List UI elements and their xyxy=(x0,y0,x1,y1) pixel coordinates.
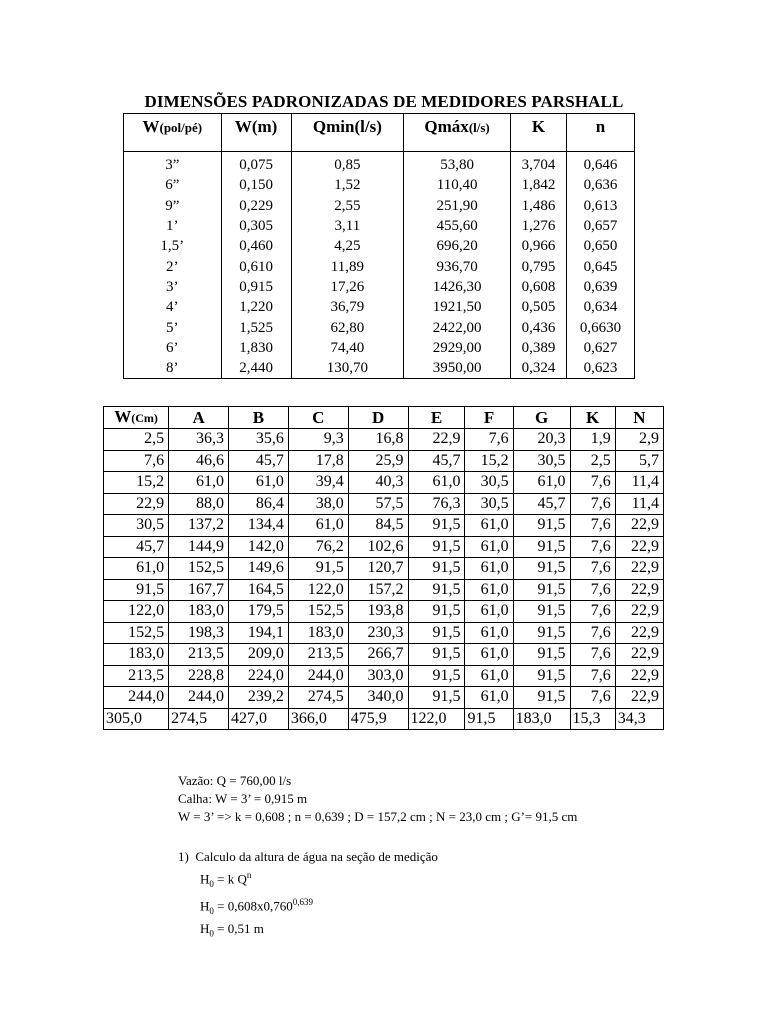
table-cell: 142,0 xyxy=(229,536,289,558)
table-cell: 230,3 xyxy=(348,622,408,644)
table-row xyxy=(104,450,664,472)
table-cell: 61,0 xyxy=(465,601,513,623)
table-cell: 1,525 xyxy=(221,317,291,337)
table-cell: 6” xyxy=(124,175,222,195)
table-cell: 45,7 xyxy=(513,493,570,515)
table-cell: 2,5 xyxy=(570,450,615,472)
table-cell: 266,7 xyxy=(348,644,408,666)
table-cell: 91,5 xyxy=(288,558,348,580)
table-cell: 61,0 xyxy=(465,536,513,558)
table-cell: 1,830 xyxy=(221,338,291,358)
table-cell: 30,5 xyxy=(104,515,169,537)
table-cell: 61,0 xyxy=(465,558,513,580)
table-cell: 5,7 xyxy=(615,450,663,472)
table1-header-row xyxy=(124,114,635,152)
table-cell: 7,6 xyxy=(465,429,513,451)
table2-header-1: A xyxy=(169,407,229,429)
table-cell: 91,5 xyxy=(513,579,570,601)
table-cell: 91,5 xyxy=(408,665,465,687)
parameters-text: W = 3’ => k = 0,608 ; n = 0,639 ; D = 157,2 cm ; N = 23,0 cm ; G’= 91,5 cm xyxy=(178,809,578,824)
table-row xyxy=(124,196,635,216)
table-cell: 61,0 xyxy=(169,472,229,494)
table-cell: 0,460 xyxy=(221,236,291,256)
table-cell: 0,613 xyxy=(566,196,634,216)
table-cell: 213,5 xyxy=(169,644,229,666)
table-cell: 22,9 xyxy=(615,558,663,580)
table-cell: 0,623 xyxy=(566,358,634,379)
table-cell: 0,436 xyxy=(511,317,567,337)
table-cell: 0,610 xyxy=(221,256,291,276)
table-cell: 91,5 xyxy=(408,601,465,623)
table-cell: 152,5 xyxy=(288,601,348,623)
table-row xyxy=(104,429,664,451)
table-cell: 17,26 xyxy=(291,277,404,297)
table2-header-5: E xyxy=(408,407,465,429)
table-cell: 7,6 xyxy=(570,644,615,666)
table-cell: 30,5 xyxy=(513,450,570,472)
table-cell: 4,25 xyxy=(291,236,404,256)
table-cell: 76,3 xyxy=(408,493,465,515)
table-cell: 167,7 xyxy=(169,579,229,601)
formula-line-2: $H_0 = 0,608x0,760^{0,639}$ xyxy=(200,896,313,916)
table-cell: 3,11 xyxy=(291,216,404,236)
table-cell: 30,5 xyxy=(465,472,513,494)
table-cell: 340,0 xyxy=(348,687,408,709)
table-cell: 3,704 xyxy=(511,152,567,176)
table-cell: 244,0 xyxy=(169,687,229,709)
table-cell: 57,5 xyxy=(348,493,408,515)
table-row xyxy=(104,708,664,730)
table1-header-2: Qmin(l/s) xyxy=(291,114,404,152)
table-cell: 61,0 xyxy=(104,558,169,580)
table-row xyxy=(104,579,664,601)
table-cell: 7,6 xyxy=(570,665,615,687)
table-cell: 22,9 xyxy=(615,665,663,687)
table-row xyxy=(104,644,664,666)
table-cell: 122,0 xyxy=(288,579,348,601)
table-cell: 11,4 xyxy=(615,493,663,515)
table-row xyxy=(104,687,664,709)
table-cell: 1,52 xyxy=(291,175,404,195)
table-cell: 194,1 xyxy=(229,622,289,644)
table-cell: 144,9 xyxy=(169,536,229,558)
table-cell: 22,9 xyxy=(104,493,169,515)
table-cell: 0,608 xyxy=(511,277,567,297)
table-cell: 152,5 xyxy=(104,622,169,644)
table-cell: 1’ xyxy=(124,216,222,236)
table-cell: 2422,00 xyxy=(404,317,511,337)
table-cell: 22,9 xyxy=(615,601,663,623)
table-cell: 22,9 xyxy=(615,687,663,709)
calculation-notes xyxy=(178,772,577,826)
table-cell: 0,627 xyxy=(566,338,634,358)
table-row xyxy=(124,236,635,256)
table-cell: 45,7 xyxy=(104,536,169,558)
table-cell: 22,9 xyxy=(615,622,663,644)
table-cell: 0,389 xyxy=(511,338,567,358)
table-cell: 475,9 xyxy=(348,708,408,730)
table-cell: 15,2 xyxy=(465,450,513,472)
table-cell: 183,0 xyxy=(104,644,169,666)
table-row xyxy=(104,536,664,558)
table-cell: 157,2 xyxy=(348,579,408,601)
table-cell: 0,795 xyxy=(511,256,567,276)
table-cell: 152,5 xyxy=(169,558,229,580)
table-cell: 137,2 xyxy=(169,515,229,537)
table-cell: 61,0 xyxy=(465,665,513,687)
table-cell: 74,40 xyxy=(291,338,404,358)
table-cell: 366,0 xyxy=(288,708,348,730)
table-row xyxy=(124,317,635,337)
table1-header-3: Qmáx(l/s) xyxy=(404,114,511,152)
table-cell: 179,5 xyxy=(229,601,289,623)
table-cell: 244,0 xyxy=(104,687,169,709)
table-cell: 4’ xyxy=(124,297,222,317)
table-cell: 0,305 xyxy=(221,216,291,236)
table2-header-row xyxy=(104,407,664,429)
table-cell: 45,7 xyxy=(229,450,289,472)
table-cell: 91,5 xyxy=(104,579,169,601)
table-cell: 22,9 xyxy=(615,536,663,558)
table-cell: 228,8 xyxy=(169,665,229,687)
table-cell: 7,6 xyxy=(570,687,615,709)
table2-header-2: B xyxy=(229,407,289,429)
table-cell: 36,79 xyxy=(291,297,404,317)
table-cell: 1,220 xyxy=(221,297,291,317)
table-cell: 0,6630 xyxy=(566,317,634,337)
table-cell: 3” xyxy=(124,152,222,176)
table-cell: 274,5 xyxy=(169,708,229,730)
table-cell: 0,657 xyxy=(566,216,634,236)
table-cell: 0,650 xyxy=(566,236,634,256)
table-cell: 91,5 xyxy=(408,515,465,537)
table2-header-6: F xyxy=(465,407,513,429)
table-cell: 35,6 xyxy=(229,429,289,451)
table-cell: 1,5’ xyxy=(124,236,222,256)
step-1-heading: 1) Calculo da altura de água na seção de medição xyxy=(178,849,438,864)
table-cell: 134,4 xyxy=(229,515,289,537)
table-cell: 224,0 xyxy=(229,665,289,687)
table-cell: 1921,50 xyxy=(404,297,511,317)
table-cell: 936,70 xyxy=(404,256,511,276)
table-cell: 2,5 xyxy=(104,429,169,451)
table2-header-3: C xyxy=(288,407,348,429)
table-cell: 0,645 xyxy=(566,256,634,276)
table-cell: 8’ xyxy=(124,358,222,379)
table-cell: 91,5 xyxy=(513,536,570,558)
table-cell: 0,636 xyxy=(566,175,634,195)
table-cell: 0,075 xyxy=(221,152,291,176)
table-cell: 38,0 xyxy=(288,493,348,515)
table-row xyxy=(104,558,664,580)
table-row xyxy=(124,338,635,358)
table-cell: 91,5 xyxy=(408,579,465,601)
table-cell: 209,0 xyxy=(229,644,289,666)
table-cell: 34,3 xyxy=(615,708,663,730)
table-cell: 0,646 xyxy=(566,152,634,176)
table-row xyxy=(124,256,635,276)
table-cell: 1,276 xyxy=(511,216,567,236)
table-cell: 61,0 xyxy=(229,472,289,494)
table-row xyxy=(104,601,664,623)
table-cell: 91,5 xyxy=(513,558,570,580)
table-cell: 6’ xyxy=(124,338,222,358)
table-cell: 7,6 xyxy=(570,493,615,515)
table-cell: 88,0 xyxy=(169,493,229,515)
table-row xyxy=(124,216,635,236)
table-cell: 36,3 xyxy=(169,429,229,451)
table-cell: 455,60 xyxy=(404,216,511,236)
table2-header-8: K xyxy=(570,407,615,429)
table-cell: 164,5 xyxy=(229,579,289,601)
table-cell: 61,0 xyxy=(465,579,513,601)
table-cell: 30,5 xyxy=(465,493,513,515)
table-cell: 7,6 xyxy=(570,622,615,644)
table-cell: 61,0 xyxy=(288,515,348,537)
table-cell: 183,0 xyxy=(288,622,348,644)
table-cell: 122,0 xyxy=(408,708,465,730)
table-cell: 53,80 xyxy=(404,152,511,176)
table2-header-4: D xyxy=(348,407,408,429)
table-cell: 15,2 xyxy=(104,472,169,494)
table-row xyxy=(124,297,635,317)
table-cell: 5’ xyxy=(124,317,222,337)
table-cell: 91,5 xyxy=(408,558,465,580)
table-cell: 91,5 xyxy=(408,536,465,558)
table-cell: 20,3 xyxy=(513,429,570,451)
table-cell: 7,6 xyxy=(570,558,615,580)
table-cell: 1426,30 xyxy=(404,277,511,297)
table-cell: 244,0 xyxy=(288,665,348,687)
parshall-flow-table xyxy=(123,113,635,379)
table-cell: 62,80 xyxy=(291,317,404,337)
table-cell: 25,9 xyxy=(348,450,408,472)
table-cell: 7,6 xyxy=(570,515,615,537)
table-cell: 61,0 xyxy=(465,622,513,644)
table-row xyxy=(124,152,635,176)
table-cell: 91,5 xyxy=(408,644,465,666)
table-cell: 61,0 xyxy=(465,644,513,666)
table-cell: 61,0 xyxy=(465,515,513,537)
table-cell: 91,5 xyxy=(513,665,570,687)
table-cell: 15,3 xyxy=(570,708,615,730)
table-cell: 696,20 xyxy=(404,236,511,256)
table-cell: 183,0 xyxy=(513,708,570,730)
table-cell: 2929,00 xyxy=(404,338,511,358)
table-row xyxy=(104,665,664,687)
table-cell: 7,6 xyxy=(104,450,169,472)
table1-header-0: W(pol/pé) xyxy=(124,114,222,152)
step-1 xyxy=(178,848,438,942)
table-cell: 22,9 xyxy=(615,644,663,666)
table-cell: 46,6 xyxy=(169,450,229,472)
table-cell: 91,5 xyxy=(408,622,465,644)
table-cell: 0,85 xyxy=(291,152,404,176)
table-cell: 91,5 xyxy=(513,687,570,709)
table-cell: 0,966 xyxy=(511,236,567,256)
table-cell: 91,5 xyxy=(465,708,513,730)
table-cell: 102,6 xyxy=(348,536,408,558)
table-row xyxy=(104,472,664,494)
table-cell: 0,915 xyxy=(221,277,291,297)
table-cell: 11,4 xyxy=(615,472,663,494)
table-cell: 0,229 xyxy=(221,196,291,216)
table-cell: 427,0 xyxy=(229,708,289,730)
table-row xyxy=(124,358,635,379)
parshall-dimensions-table xyxy=(103,406,664,730)
table-cell: 16,8 xyxy=(348,429,408,451)
table1-header-4: K xyxy=(511,114,567,152)
table-cell: 91,5 xyxy=(408,687,465,709)
table-cell: 7,6 xyxy=(570,472,615,494)
table-cell: 22,9 xyxy=(615,579,663,601)
table-cell: 61,0 xyxy=(408,472,465,494)
flow-rate-text: Vazão: Q = 760,00 l/s xyxy=(178,773,292,788)
table-cell: 39,4 xyxy=(288,472,348,494)
table1-header-1: W(m) xyxy=(221,114,291,152)
table-cell: 86,4 xyxy=(229,493,289,515)
flume-width-text: Calha: W = 3’ = 0,915 m xyxy=(178,791,308,806)
table-cell: 213,5 xyxy=(288,644,348,666)
table2-header-0: W(Cm) xyxy=(104,407,169,429)
table-cell: 110,40 xyxy=(404,175,511,195)
table-row xyxy=(124,175,635,195)
table-cell: 0,634 xyxy=(566,297,634,317)
table-row xyxy=(104,515,664,537)
table-cell: 45,7 xyxy=(408,450,465,472)
table-cell: 91,5 xyxy=(513,622,570,644)
table-cell: 91,5 xyxy=(513,601,570,623)
table-cell: 120,7 xyxy=(348,558,408,580)
table-cell: 40,3 xyxy=(348,472,408,494)
document-title: DIMENSÕES PADRONIZADAS DE MEDIDORES PARSHALL xyxy=(144,92,624,111)
table-cell: 61,0 xyxy=(465,687,513,709)
table-cell: 7,6 xyxy=(570,536,615,558)
table-cell: 303,0 xyxy=(348,665,408,687)
formula-line-1: $H_0 = k$ $Q^n$ xyxy=(200,870,252,889)
table-cell: 122,0 xyxy=(104,601,169,623)
table-cell: 2’ xyxy=(124,256,222,276)
table2-header-7: G xyxy=(513,407,570,429)
table-cell: 1,9 xyxy=(570,429,615,451)
table-cell: 0,639 xyxy=(566,277,634,297)
table-cell: 0,150 xyxy=(221,175,291,195)
table-cell: 213,5 xyxy=(104,665,169,687)
table-cell: 0,324 xyxy=(511,358,567,379)
table-cell: 76,2 xyxy=(288,536,348,558)
table-cell: 239,2 xyxy=(229,687,289,709)
table-cell: 2,440 xyxy=(221,358,291,379)
table-cell: 2,55 xyxy=(291,196,404,216)
table-cell: 193,8 xyxy=(348,601,408,623)
table-row xyxy=(104,622,664,644)
table-cell: 17,8 xyxy=(288,450,348,472)
table-cell: 84,5 xyxy=(348,515,408,537)
table2-header-9: N xyxy=(615,407,663,429)
table1-header-5: n xyxy=(566,114,634,152)
table-cell: 7,6 xyxy=(570,579,615,601)
table-cell: 3’ xyxy=(124,277,222,297)
table-cell: 305,0 xyxy=(104,708,169,730)
table-cell: 61,0 xyxy=(513,472,570,494)
table-cell: 22,9 xyxy=(615,515,663,537)
table-row xyxy=(124,277,635,297)
table-cell: 149,6 xyxy=(229,558,289,580)
formula-line-3: $H_0 = 0,51$ m xyxy=(200,920,264,939)
table-cell: 11,89 xyxy=(291,256,404,276)
table-cell: 183,0 xyxy=(169,601,229,623)
table-cell: 3950,00 xyxy=(404,358,511,379)
table-row xyxy=(104,493,664,515)
table-cell: 251,90 xyxy=(404,196,511,216)
table-cell: 130,70 xyxy=(291,358,404,379)
table-cell: 7,6 xyxy=(570,601,615,623)
table-cell: 91,5 xyxy=(513,644,570,666)
table-cell: 9” xyxy=(124,196,222,216)
table-cell: 1,486 xyxy=(511,196,567,216)
table-cell: 9,3 xyxy=(288,429,348,451)
table-cell: 198,3 xyxy=(169,622,229,644)
table-cell: 0,505 xyxy=(511,297,567,317)
table-cell: 2,9 xyxy=(615,429,663,451)
table-cell: 22,9 xyxy=(408,429,465,451)
table-cell: 91,5 xyxy=(513,515,570,537)
table-cell: 274,5 xyxy=(288,687,348,709)
table-cell: 1,842 xyxy=(511,175,567,195)
